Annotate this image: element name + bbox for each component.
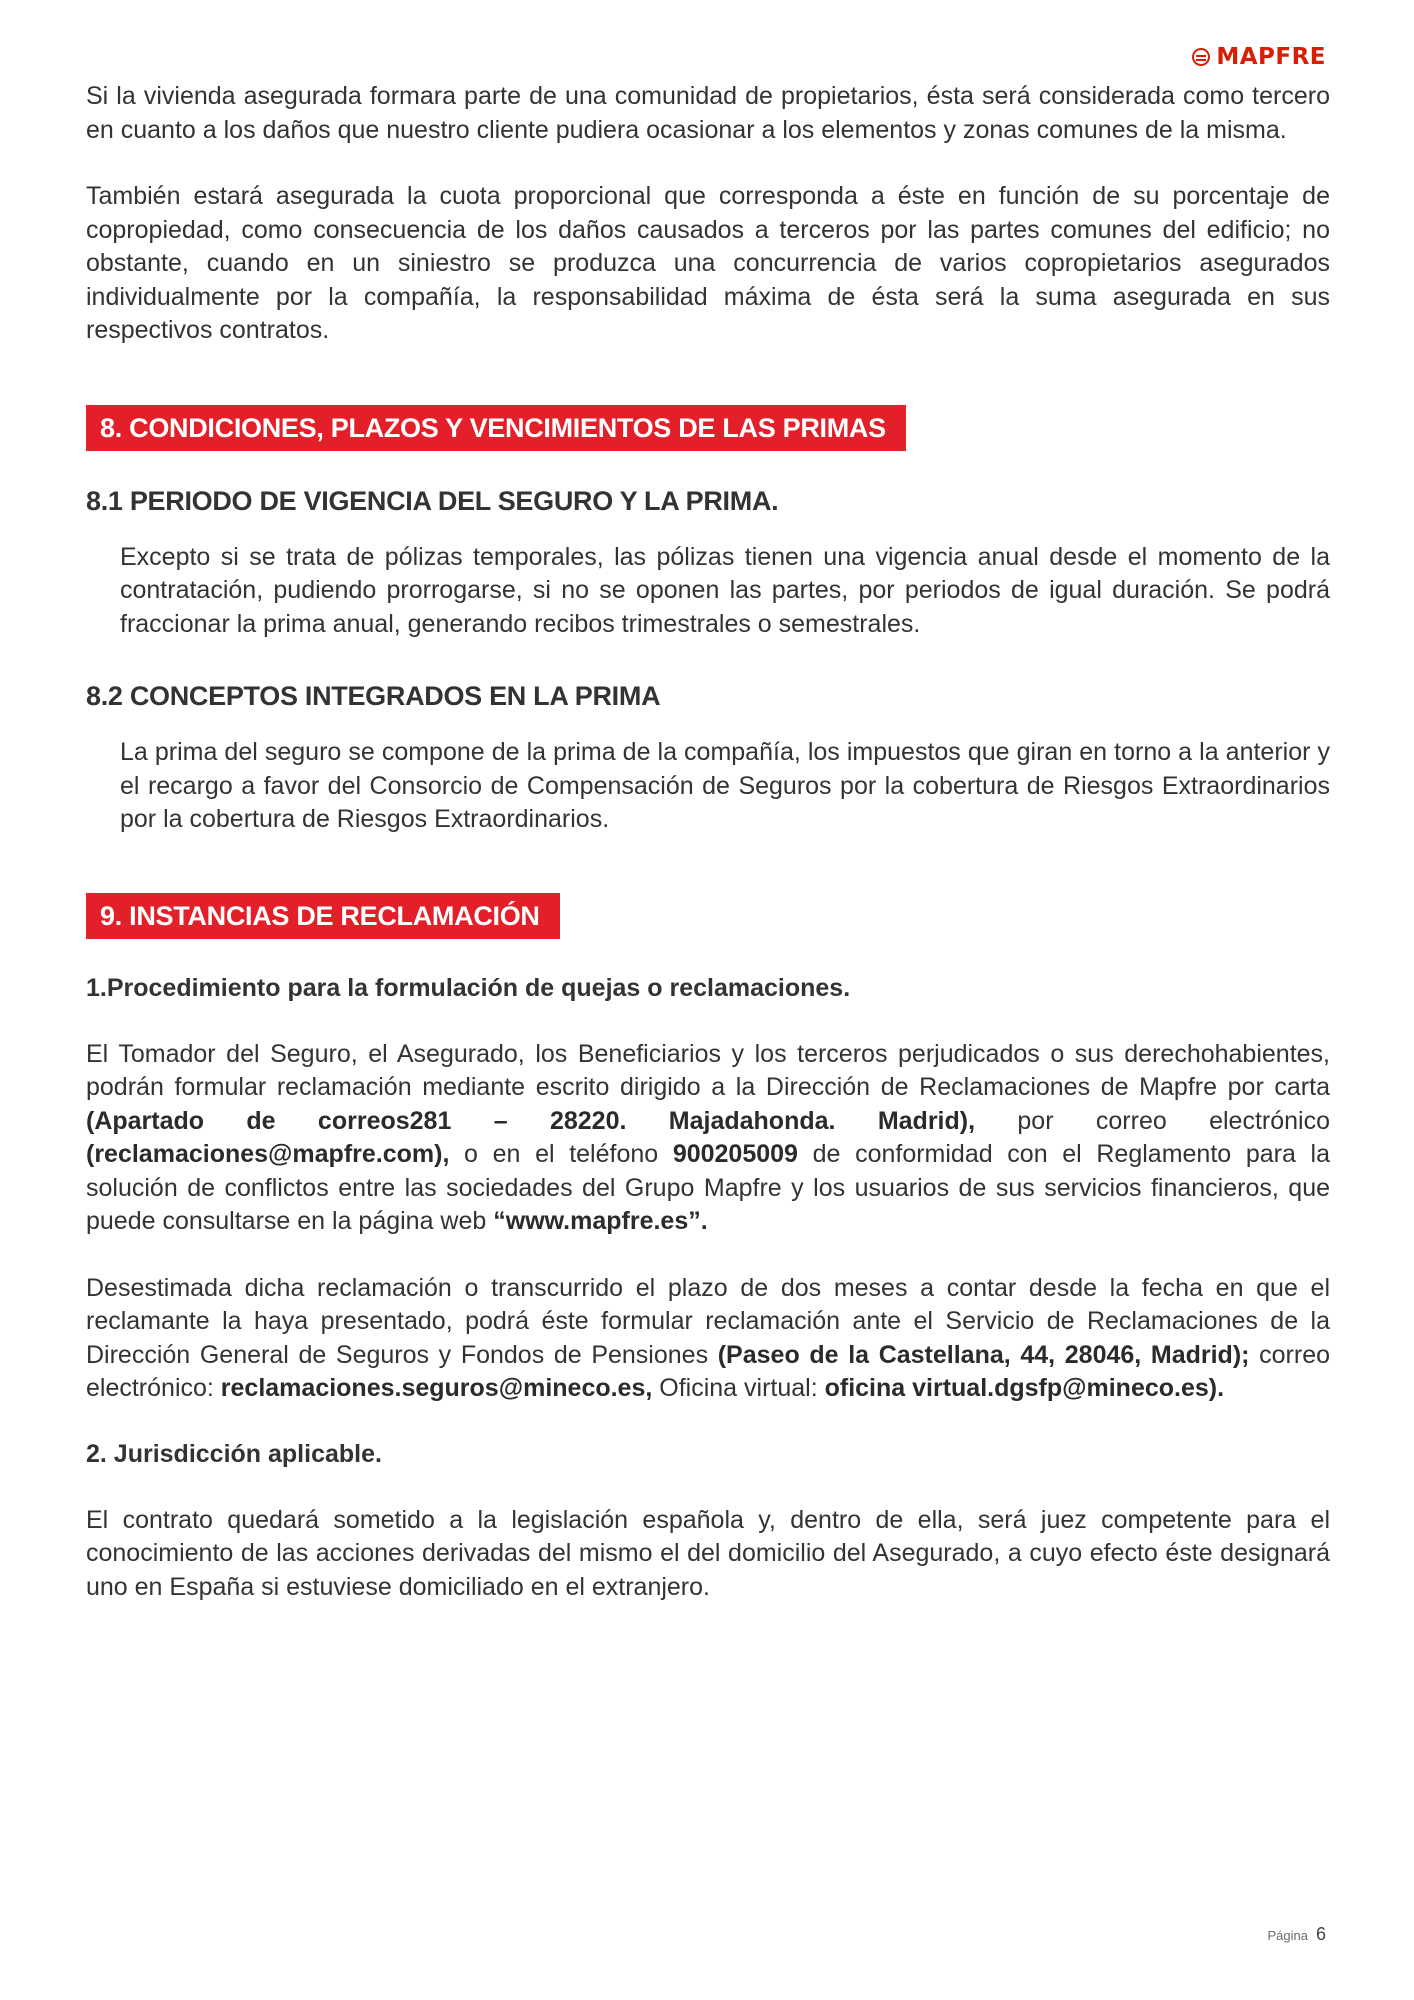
section-9-paragraph-1 xyxy=(86,1038,1330,1239)
text-span: El Tomador del Seguro, el Asegurado, los Beneficiarios y los terceros perjudicados o sus derechohabientes, podrán formular reclamación mediante escrito dirigido a la Dirección de Reclamaciones de Mapfre por carta xyxy=(86,1039,1330,1101)
section-9-header xyxy=(86,893,1330,939)
postal-address: (Apartado de correos281 – 28220. Majadahonda. Madrid), xyxy=(86,1106,976,1135)
dgsfp-address: (Paseo de la Castellana, 44, 28046, Madrid); xyxy=(717,1340,1250,1369)
logo-text: MAPFRE xyxy=(1216,44,1326,70)
intro-paragraph-1: Si la vivienda asegurada formara parte de una comunidad de propietarios, ésta será considerada como tercero en cuanto a los daños que nuestro cliente pudiera ocasionar a los elementos y zonas comunes de la misma. xyxy=(86,82,1330,144)
text-span: correo electrónico: xyxy=(86,1340,1330,1402)
intro-paragraph-2: También estará asegurada la cuota proporcional que corresponda a éste en función de su porcentaje de copropiedad, como consecuencia de los daños causados a terceros por las partes comunes del edificio; no obstante, cuando en un siniestro se produzca una concurrencia de varios copropietarios asegurados individualmente por la compañía, la responsabilidad máxima de ésta será la suma asegurada en sus respectivos contratos. xyxy=(86,182,1330,344)
page-footer xyxy=(1268,1924,1327,1945)
main-content xyxy=(86,80,1330,1604)
section-9-paragraph-3: El contrato quedará sometido a la legislación española y, dentro de ella, será juez competente para el conocimiento de las acciones derivadas del mismo el del domicilio del Asegurado, a cuyo efecto éste designará uno en España si estuviese domiciliado en el extranjero. xyxy=(86,1505,1330,1601)
website-link: “www.mapfre.es”. xyxy=(493,1207,708,1235)
section-9-paragraph-2 xyxy=(86,1272,1330,1406)
dgsfp-virtual-office: oficina virtual.dgsfp@mineco.es). xyxy=(824,1374,1225,1402)
section-8-title: 8. CONDICIONES, PLAZOS Y VENCIMIENTOS DE LAS PRIMAS xyxy=(86,405,906,451)
text-span: Oficina virtual: xyxy=(652,1374,825,1402)
text-span: por correo electrónico xyxy=(975,1106,1330,1135)
section-8-1-title: 8.1 PERIODO DE VIGENCIA DEL SEGURO Y LA PRIMA. xyxy=(86,485,779,516)
page-number: 6 xyxy=(1315,1924,1326,1944)
complaints-phone: 900205009 xyxy=(672,1140,798,1168)
section-8-1-text: Excepto si se trata de pólizas temporales, las pólizas tienen una vigencia anual desde el momento de la contratación, pudiendo prorrogarse, si no se oponen las partes, por periodos de igual duración. Se podrá fraccionar la prima anual, generando recibos trimestrales o semestrales. xyxy=(120,542,1330,638)
text-span: Desestimada dicha reclamación o transcurrido el plazo de dos meses a contar desde la fecha en que el reclamante la haya presentado, podrá éste formular reclamación ante el Servicio de Reclamaciones de la Dirección General de Seguros y Fondos de Pensiones xyxy=(86,1273,1330,1369)
section-8-header xyxy=(86,405,1330,451)
text-span: o en el teléfono xyxy=(449,1140,673,1168)
mapfre-logo-icon xyxy=(1192,48,1210,66)
page-label: Página xyxy=(1267,1928,1308,1943)
complaints-email: (reclamaciones@mapfre.com), xyxy=(86,1140,450,1168)
text-span: de conformidad con el Reglamento para la solución de conflictos entre las sociedades del Grupo Mapfre y los usuarios de sus servicios financieros, que puede consultarse en la página web xyxy=(86,1140,1330,1235)
section-8-2-title: 8.2 CONCEPTOS INTEGRADOS EN LA PRIMA xyxy=(86,681,661,711)
mapfre-logo xyxy=(1192,44,1326,70)
section-9-heading-1: 1.Procedimiento para la formulación de quejas o reclamaciones. xyxy=(86,973,851,1002)
dgsfp-email: reclamaciones.seguros@mineco.es, xyxy=(220,1374,653,1402)
section-9-heading-2: 2. Jurisdicción aplicable. xyxy=(86,1439,382,1468)
section-8-2-text: La prima del seguro se compone de la prima de la compañía, los impuestos que giran en torno a la anterior y el recargo a favor del Consorcio de Compensación de Seguros por la cobertura de Riesgos Extraordinarios por la cobertura de Riesgos Extraordinarios. xyxy=(120,738,1330,833)
section-9-title: 9. INSTANCIAS DE RECLAMACIÓN xyxy=(86,893,560,939)
